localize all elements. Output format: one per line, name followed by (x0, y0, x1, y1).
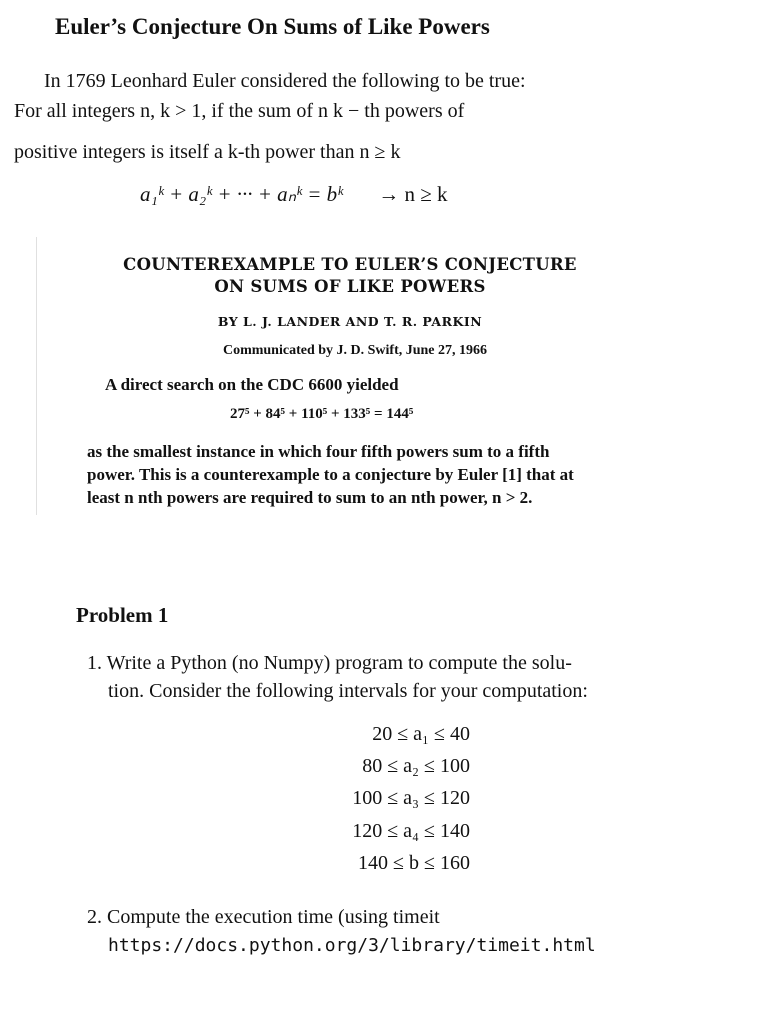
intro-line-2: For all integers n, k > 1, if the sum of n k − th powers of (14, 100, 465, 122)
interval-a2: 80 ≤ a₂ ≤ 100 (362, 755, 470, 777)
interval-a4: 120 ≤ a₄ ≤ 140 (352, 820, 470, 842)
paper-title-line-2: ON SUMS OF LIKE POWERS (214, 277, 486, 296)
euler-formula (140, 182, 448, 207)
intro-line-1: In 1769 Leonhard Euler considered the following to be true: (44, 70, 526, 92)
paper-communicated: Communicated by J. D. Swift, June 27, 1966 (222, 343, 488, 358)
interval-a3: 100 ≤ a₃ ≤ 120 (352, 787, 470, 809)
page-title: Euler’s Conjecture On Sums of Like Powers (55, 14, 490, 39)
problem-item-1-line-2: tion. Consider the following intervals for your computation: (108, 680, 588, 702)
problem-heading: Problem 1 (76, 603, 169, 627)
euler-formula-implication: → n ≥ k (378, 182, 448, 206)
paper-authors: BY L. J. LANDER AND T. R. PARKIN (217, 314, 483, 329)
problem-item-2-line-1: 2. Compute the execution time (using timeit (87, 906, 440, 928)
problem-item-1-line-1: 1. Write a Python (no Numpy) program to compute the solu- (87, 652, 572, 674)
timeit-docs-url: https://docs.python.org/3/library/timeit.html (108, 935, 596, 956)
paper-title-line-1: COUNTEREXAMPLE TO EULER’S CONJECTURE (123, 255, 577, 274)
intro-line-3: positive integers is itself a k-th power than n ≥ k (14, 141, 401, 163)
paper-body-line-2: power. This is a counterexample to a conjecture by Euler [1] that at (87, 465, 574, 484)
paper-body-line-3: least n nth powers are required to sum to an nth power, n > 2. (87, 488, 533, 507)
interval-a1: 20 ≤ a₁ ≤ 40 (372, 723, 470, 745)
paper-lead: A direct search on the CDC 6600 yielded (105, 375, 399, 394)
paper-equation: 27⁵ + 84⁵ + 110⁵ + 133⁵ = 144⁵ (230, 406, 414, 422)
euler-formula-lhs: a₁ᵏ + a₂ᵏ + ··· + aₙᵏ = bᵏ (140, 182, 344, 206)
paper-body-line-1: as the smallest instance in which four fifth powers sum to a fifth (87, 442, 550, 461)
interval-b: 140 ≤ b ≤ 160 (358, 852, 470, 874)
